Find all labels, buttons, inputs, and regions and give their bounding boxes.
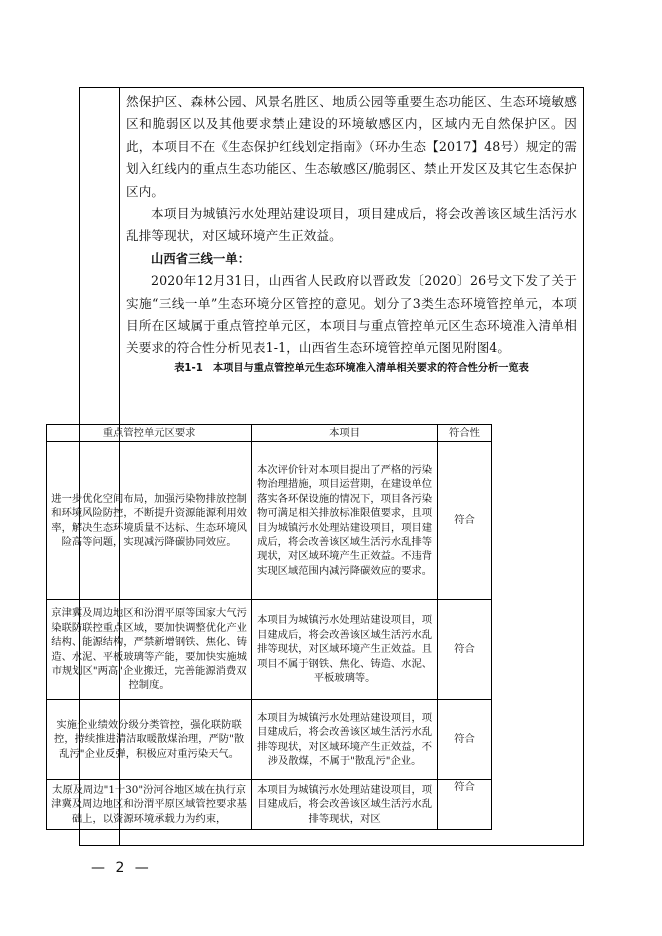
compliance-cell: 符合 [437, 442, 491, 600]
project-cell: 本项目为城镇污水处理站建设项目，项目建成后，将会改善该区域生活污水乱排等现状，对区域环境产生正效益。且项目不属于钢铁、焦化、铸造、水泥、平板玻璃等。 [252, 600, 438, 700]
requirement-cell: 京津冀及周边地区和汾渭平原等国家大气污染联防联控重点区域，要加快调整优化产业结构、能源结构，严禁新增钢铁、焦化、铸造、水泥、平板玻璃等产能，要加快实施城市规划区"两高"企业搬迁，完善能源消费双控制度。 [47, 600, 252, 700]
paragraph-project-benefit: 本项目为城镇污水处理站建设项目，项目建成后，将会改善该区域生活污水乱排等现状，对区域环境产生正效益。 [126, 206, 577, 244]
paragraph-three-lines: 2020年12月31日，山西省人民政府以晋政发〔2020〕26号文下发了关于实施“三线一单”生态环境分区管控的意见。划分了3类生态环境管控单元，本项目所在区域属于重点管控单元区，本项目与重点管控单元区生态环境准入清单相关要求的符合性分析见表1-1，山西省生态环境管控单元图见附图4。 [126, 273, 577, 356]
header-project: 本项目 [252, 425, 438, 442]
table-row [47, 780, 492, 830]
requirement-cell: 进一步优化空间布局，加强污染物排放控制和环境风险防控，不断提升资源能源利用效率，解决生态环境质量不达标、生态环境风险高等问题，实现减污降碳协同效应。 [47, 442, 252, 600]
section-heading: 山西省三线一单： [151, 251, 251, 266]
table-header-row [47, 425, 492, 442]
project-cell: 本项目为城镇污水处理站建设项目，项目建成后，将会改善该区域生活污水乱排等现状，对区 [252, 780, 438, 830]
header-compliance: 符合性 [437, 425, 491, 442]
requirement-cell: 太原及周边"1十30"汾河谷地区域在执行京津冀及周边地区和汾渭平原区域管控要求基础上，以资源环境承载力为约束， [47, 780, 252, 830]
body-text [120, 88, 583, 378]
requirement-cell: 实施企业绩效分级分类管控，强化联防联控，持续推进清洁取暖散煤治理，严防"散乱污"企业反弹，积极应对重污染天气。 [47, 700, 252, 780]
compliance-cell: 符合 [437, 780, 491, 830]
page-number: — 2 — [91, 860, 152, 876]
paragraph-protected-areas: 然保护区、森林公园、风景名胜区、地质公园等重要生态功能区、生态环境敏感区和脆弱区以及其他要求禁止建设的环境敏感区内，区域内无自然保护区。因此，本项目不在《生态保护红线划定指南》（环办生态【2017】48号）规定的需划入红线内的重点生态功能区、生态敏感区/脆弱区、禁止开发区及其它生态保护区内。 [126, 94, 577, 199]
project-cell: 本项目为城镇污水处理站建设项目，项目建成后，将会改善该区域生活污水乱排等现状，对区域环境产生正效益，不涉及散煤，不属于"散乱污"企业。 [252, 700, 438, 780]
compliance-cell: 符合 [437, 600, 491, 700]
table-caption: 表1-1 本项目与重点管控单元生态环境准入清单相关要求的符合性分析一览表 [174, 362, 529, 374]
table-row [47, 442, 492, 600]
header-requirement: 重点管控单元区要求 [47, 425, 252, 442]
table-row [47, 600, 492, 700]
compliance-cell: 符合 [437, 700, 491, 780]
compliance-table [46, 424, 492, 830]
project-cell: 本次评价针对本项目提出了严格的污染物治理措施，项目运营期，在建设单位落实各环保设施的情况下，项目各污染物可满足相关排放标准限值要求，且项目为城镇污水处理站建设项目，项目建成后，将会改善该区域生活污水乱排等现状，对区域环境产生正效益。不违背实现区域范围内减污降碳效应的要求。 [252, 442, 438, 600]
table-row [47, 700, 492, 780]
